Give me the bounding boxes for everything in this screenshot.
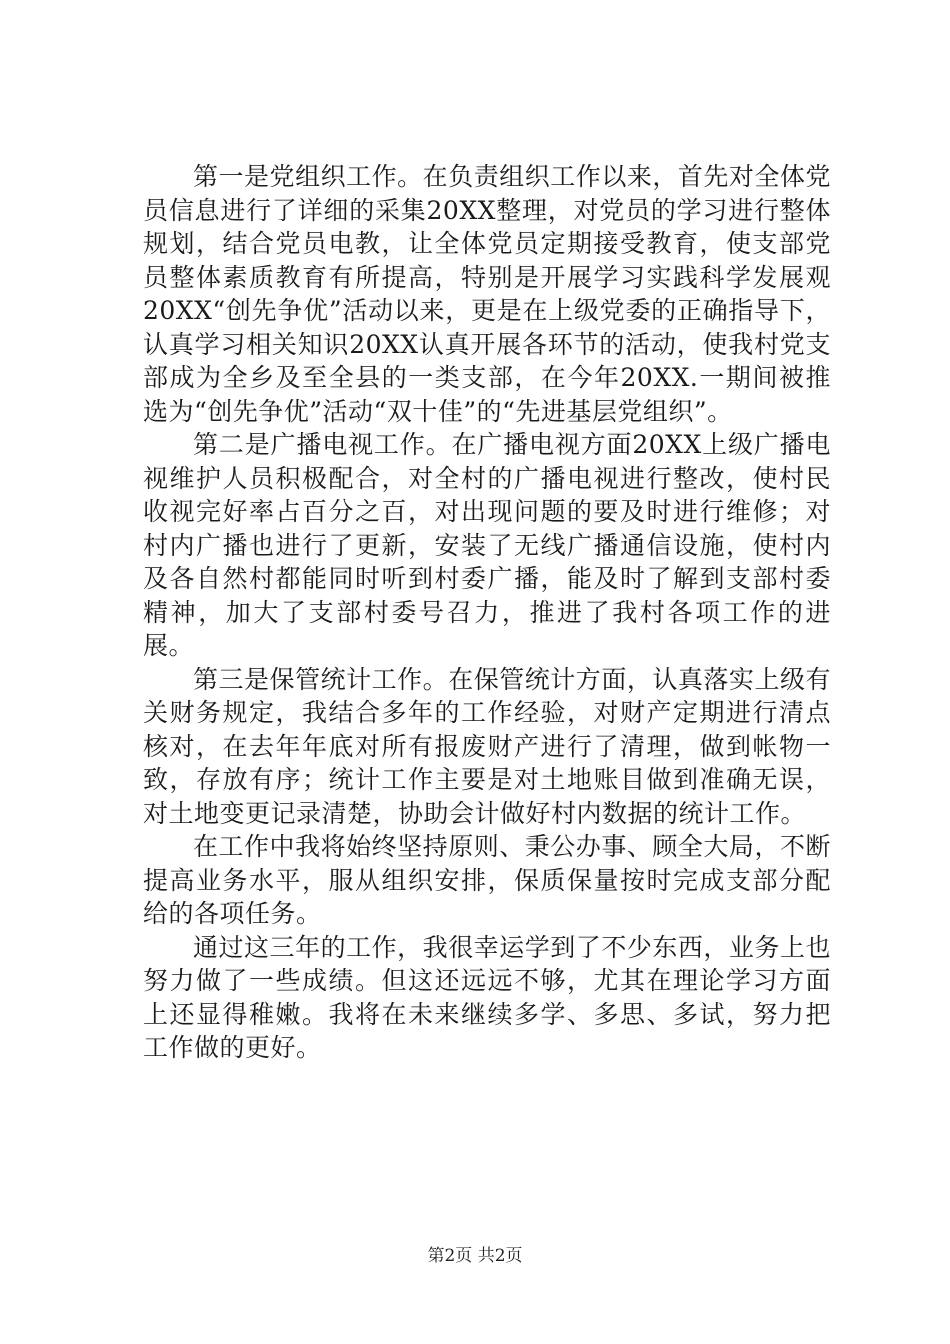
paragraph-conclusion: 通过这三年的工作，我很幸运学到了不少东西，业务上也努力做了一些成绩。但这还远远不够，尤其在理论学习方面上还显得稚嫩。我将在未来继续多学、多思、多试，努力把工作做的更好。	[143, 932, 831, 1062]
paragraph-work-principles: 在工作中我将始终坚持原则、秉公办事、顾全大局，不断提高业务水平，服从组织安排，保质保量按时完成支部分配给的各项任务。	[143, 832, 831, 928]
document-body	[143, 160, 831, 1065]
page-number-footer: 第2页 共2页	[427, 1246, 523, 1266]
paragraph-party-organization: 第一是党组织工作。在负责组织工作以来，首先对全体党员信息进行了详细的采集20XX整理，对党员的学习进行整体规划，结合党员电教，让全体党员定期接受教育，使支部党员整体素质教育有所提高，特别是开展学习实践科学发展观20XX“创先争优”活动以来，更是在上级党委的正确指导下，认真学习相关知识20XX认真开展各环节的活动，使我村党支部成为全乡及至全县的一类支部，在今年20XX.一期间被推选为“创先争优”活动“双十佳”的“先进基层党组织”。	[143, 162, 831, 426]
paragraph-custody-statistics: 第三是保管统计工作。在保管统计方面，认真落实上级有关财务规定，我结合多年的工作经验，对财产定期进行清点核对，在去年年底对所有报废财产进行了清理，做到帐物一致，存放有序；统计工作主要是对土地账目做到准确无误，对土地变更记录清楚，协助会计做好村内数据的统计工作。	[143, 664, 831, 828]
paragraph-broadcast-tv: 第二是广播电视工作。在广播电视方面20XX上级广播电视维护人员积极配合，对全村的广播电视进行整改，使村民收视完好率占百分之百，对出现问题的要及时进行维修；对村内广播也进行了更新，安装了无线广播通信设施，使村内及各自然村都能同时听到村委广播，能及时了解到支部村委精神，加大了支部村委号召力，推进了我村各项工作的进展。	[143, 430, 831, 660]
